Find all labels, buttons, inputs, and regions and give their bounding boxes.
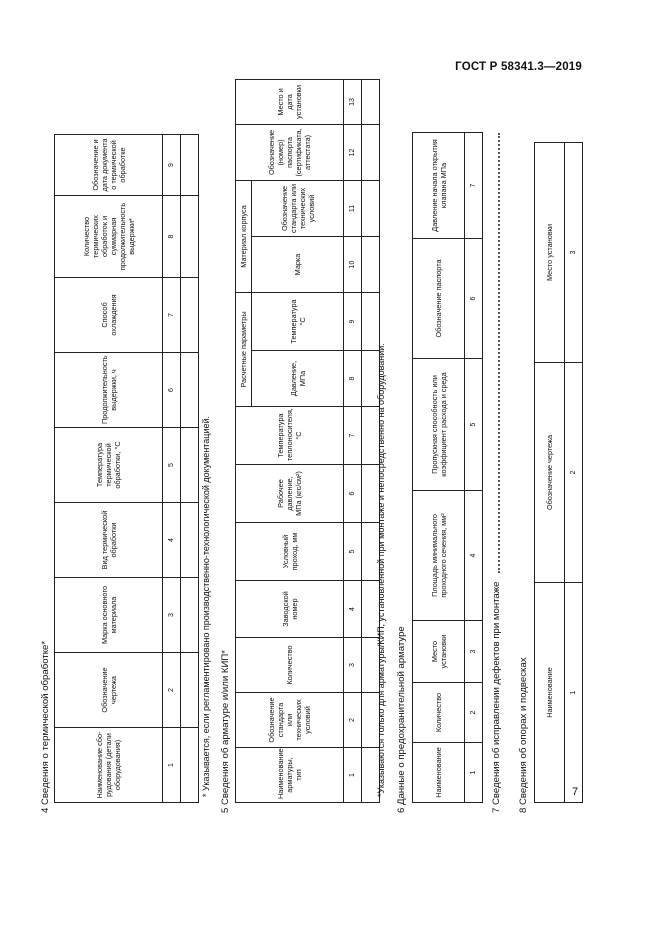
s5-num-10: 10 xyxy=(344,236,362,292)
s6-num-2: 2 xyxy=(465,683,483,743)
s5-num-8: 8 xyxy=(344,351,362,407)
s6-col7-header: Давление начала открытия клапана МПа xyxy=(413,133,465,239)
s5-col1-header: Наименование арматуры, тип xyxy=(236,748,344,803)
standard-header: ГОСТ Р 58341.3—2019 xyxy=(455,61,582,73)
s4-col9-header: Обозначение и дата документа о термической обработке xyxy=(55,135,163,196)
s4-col8-header: Количество термических обработок и суммарная продолжительность выдержки* xyxy=(55,196,163,278)
s4-col7-header: Способ охлаждения xyxy=(55,278,163,353)
s5-col2-header: Обозначение стандарта или технических условий xyxy=(236,693,344,748)
s5-num-2: 2 xyxy=(344,693,362,748)
s6-num-6: 6 xyxy=(465,239,483,359)
s5-num-9: 9 xyxy=(344,292,362,350)
s7-dotted-line xyxy=(498,133,500,573)
s8-num-3: 3 xyxy=(565,143,583,363)
s8-col2-header: Обозначение чертежа xyxy=(535,363,565,583)
s8-table xyxy=(534,142,583,803)
s5-temperature-header: Температура °С xyxy=(252,292,344,350)
s6-num-5: 5 xyxy=(465,359,483,491)
s5-col7-header: Температура теплоносителя, °С xyxy=(236,407,344,465)
rotated-page-content xyxy=(40,58,582,813)
s5-num-7: 7 xyxy=(344,407,362,465)
s5-num-11: 11 xyxy=(344,180,362,236)
s4-table xyxy=(54,134,199,803)
s5-pressure-header: Давление, МПа xyxy=(252,351,344,407)
s5-grade-header: Марка xyxy=(252,236,344,292)
s5-col13-header: Место и дата установки xyxy=(236,79,344,124)
s4-num-5: 5 xyxy=(163,428,181,503)
s6-col6-header: Обозначение паспорта xyxy=(413,239,465,359)
s4-col5-header: Температура термической обработки, °С xyxy=(55,428,163,503)
s4-col2-header: Обозначение чертежа xyxy=(55,653,163,728)
s4-num-7: 7 xyxy=(163,278,181,353)
s5-design-params-header: Расчетные параметры xyxy=(236,292,252,406)
s4-col1-header: Наименование сбо-рудования (детали оборудования) xyxy=(55,728,163,803)
s5-body-material-header: Материал корпуса xyxy=(236,180,252,292)
s4-num-3: 3 xyxy=(163,578,181,653)
s8-col3-header: Место установки xyxy=(535,143,565,363)
s6-caption: 6 Данные о предохранительной арматуре xyxy=(396,626,407,813)
s4-num-1: 1 xyxy=(163,728,181,803)
s4-col6-header: Продолжительность выдержки, ч xyxy=(55,353,163,428)
s4-num-4: 4 xyxy=(163,503,181,578)
s8-num-2: 2 xyxy=(565,363,583,583)
page-number: 7 xyxy=(572,786,579,798)
s6-col2-header: Количество xyxy=(413,683,465,743)
s5-num-12: 12 xyxy=(344,124,362,180)
s4-num-2: 2 xyxy=(163,653,181,728)
s5-col6-header: Рабочее давление, МПа (кгс/см²) xyxy=(236,465,344,523)
s5-num-13: 13 xyxy=(344,79,362,124)
s4-caption: 4 Сведения о термической обработке* xyxy=(40,640,51,813)
s5-num-6: 6 xyxy=(344,465,362,523)
s5-num-4: 4 xyxy=(344,581,362,638)
s4-col3-header: Марка основного материала xyxy=(55,578,163,653)
s6-col1-header: Наименование xyxy=(413,743,465,803)
s6-num-3: 3 xyxy=(465,621,483,683)
s8-caption: 8 Сведения об опорах и подвесках xyxy=(518,657,529,813)
s5-col4-header: Заводской номер xyxy=(236,581,344,638)
s8-num-1: 1 xyxy=(565,583,583,803)
s4-num-8: 8 xyxy=(163,196,181,278)
s4-num-9: 9 xyxy=(163,135,181,196)
s5-caption: 5 Сведения об арматуре и/или КИП* xyxy=(220,649,231,813)
s5-table xyxy=(235,79,380,803)
s5-col3-header: Количество xyxy=(236,638,344,693)
s5-num-5: 5 xyxy=(344,523,362,581)
s5-col12-header: Обозначение (номер) паспорта (сертификата, аттестата) xyxy=(236,124,344,180)
s6-num-4: 4 xyxy=(465,491,483,621)
s6-col4-header: Площадь минимального проходного сечения, мм² xyxy=(413,491,465,621)
s7-caption: 7 Сведения об исправлении дефектов при монтаже xyxy=(491,581,502,813)
s5-col5-header: Условный проход, мм xyxy=(236,523,344,581)
s6-table xyxy=(412,132,483,803)
s5-standard-header: Обозначение стандарта или технических условий xyxy=(252,180,344,236)
s6-col3-header: Место установки xyxy=(413,621,465,683)
s6-num-1: 1 xyxy=(465,743,483,803)
s5-num-1: 1 xyxy=(344,748,362,803)
s6-col5-header: Пропускная способность или коэффициент расхода и среда xyxy=(413,359,465,491)
s8-col1-header: Наименование xyxy=(535,583,565,803)
s4-num-6: 6 xyxy=(163,353,181,428)
s5-footnote: *Указываются только для арматуры/КИП, установленной при монтаже и непосредственно на оборудовании. xyxy=(376,343,386,797)
s4-col4-header: Вид термической обработки xyxy=(55,503,163,578)
s6-num-7: 7 xyxy=(465,133,483,239)
s5-num-3: 3 xyxy=(344,638,362,693)
s4-footnote: * Указывается, если регламентировано производственно-технологической документацией. xyxy=(201,415,211,797)
